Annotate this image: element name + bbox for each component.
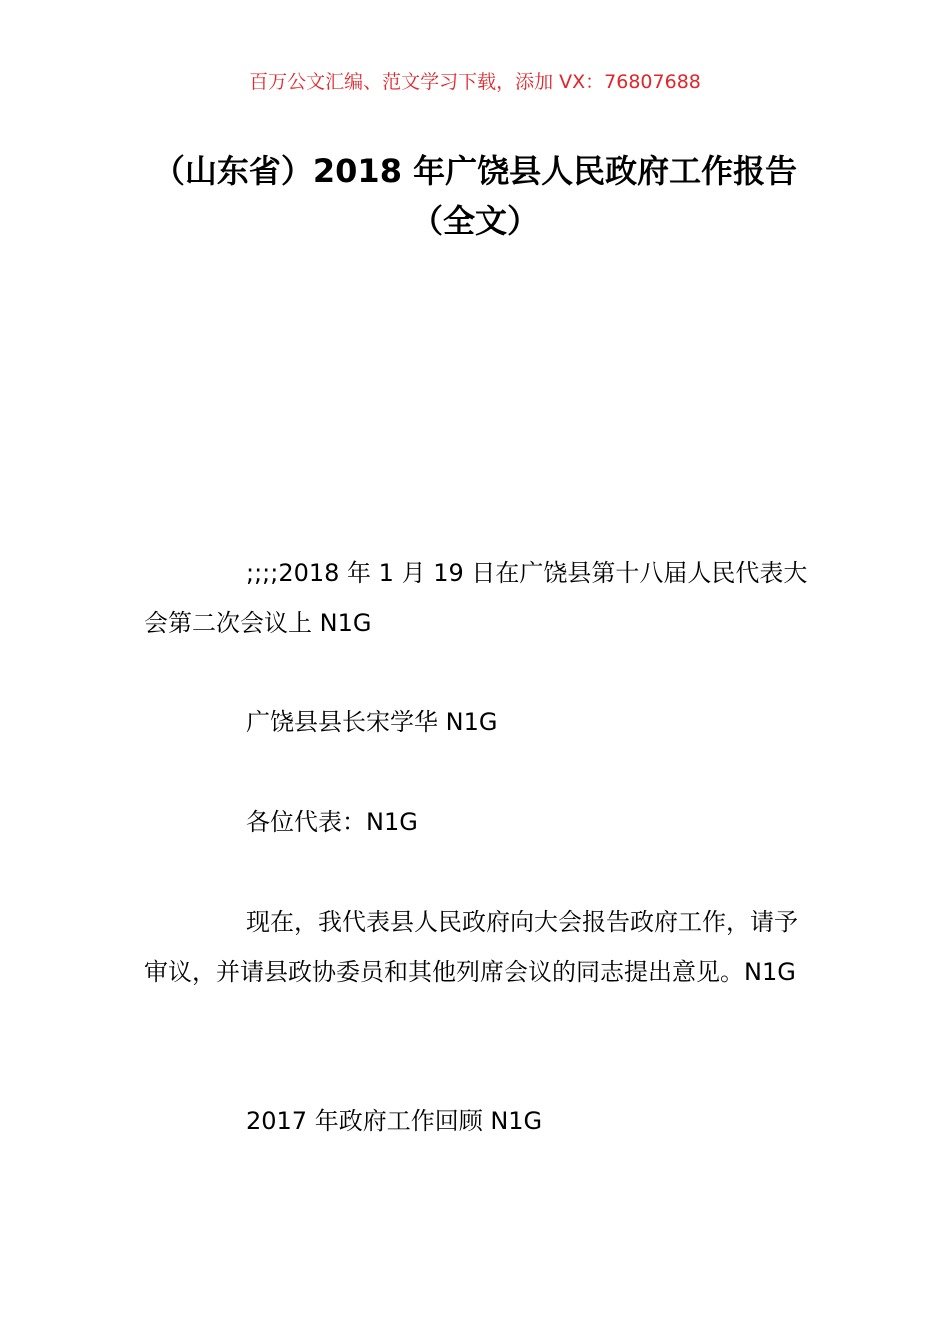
meeting-info-paragraph: ;;;;2018 年 1 月 19 日在广饶县第十八届人民代表大会第二次会议上 N1G <box>144 559 808 637</box>
section-heading-paragraph: 2017 年政府工作回顾 N1G <box>246 1107 543 1135</box>
opening-paragraph: 现在，我代表县人民政府向大会报告政府工作，请予审议，并请县政协委员和其他列席会议的同志提出意见。N1G <box>144 908 798 986</box>
salutation-paragraph: 各位代表：N1G <box>246 808 418 836</box>
document-title: （山东省）2018 年广饶县人民政府工作报告（全文） <box>152 152 798 240</box>
header-banner: 百万公文汇编、范文学习下载，添加 VX：76807688 <box>249 71 701 93</box>
speaker-paragraph: 广饶县县长宋学华 N1G <box>246 708 498 736</box>
